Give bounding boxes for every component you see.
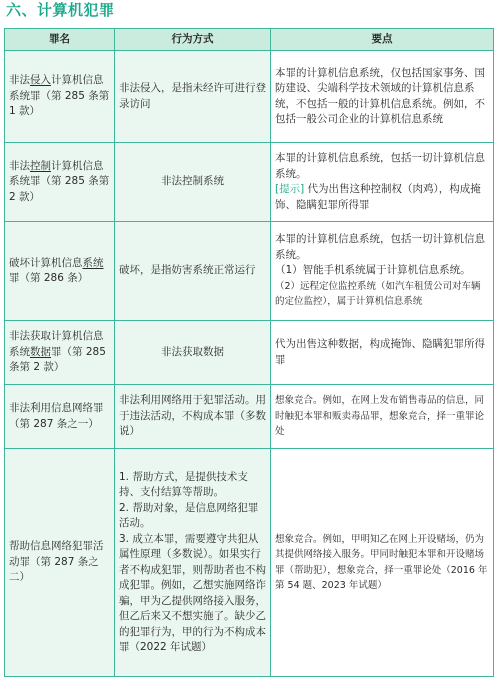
points-text: 本罪的计算机信息系统，包括一切计算机信息系统。: [275, 152, 485, 180]
table-row: [5, 449, 494, 677]
header-crime: 罪名: [5, 29, 115, 51]
crime-name-text: 非法: [9, 74, 30, 87]
crime-points: 本罪的计算机信息系统，仅包括国家事务、国防建设、尖端科学技术领域的计算机信息系统，不包括一般的计算机信息系统。例如，不包括一般公司企业的计算机信息系统: [271, 51, 494, 143]
crime-name: 非法利用信息网络罪（第 287 条之一）: [5, 385, 115, 449]
table-row: [5, 321, 494, 385]
crime-method: 非法控制系统: [115, 143, 271, 222]
crime-name-keyword: 数据: [30, 345, 51, 358]
crime-table: [4, 28, 494, 677]
crime-name-text: 非法获取计算机信息系统: [9, 330, 104, 358]
section-title: 六、计算机犯罪: [6, 1, 115, 19]
crime-method: 非法侵入，是指未经许可进行登录访问: [115, 51, 271, 143]
table-header-row: [5, 29, 494, 51]
crime-name-text: 非法: [9, 159, 30, 172]
crime-points: [271, 143, 494, 222]
points-tip: [275, 182, 489, 213]
crime-name: [5, 321, 115, 385]
crime-method: [115, 449, 271, 677]
method-item: 2. 帮助对象，是信息网络犯罪活动。: [119, 501, 259, 529]
crime-points: 想象竞合。例如，甲明知乙在网上开设赌场，仍为其提供网络接入服务。甲同时触犯本罪和开设赌场罪（帮助犯），想象竞合，择一重罪论处（2016 年第 54 题、2023 年试题）: [271, 449, 494, 677]
method-item: 1. 帮助方式，是提供技术支持、支付结算等帮助。: [119, 470, 248, 498]
points-item: （1）智能手机系统属于计算机信息系统。: [275, 264, 471, 277]
table-row: [5, 385, 494, 449]
crime-name-text: 计算机信息系统罪（第 285 条第 1 款）: [9, 74, 110, 118]
table-row: [5, 222, 494, 321]
tip-label: [提示]: [275, 183, 305, 195]
table-row: [5, 143, 494, 222]
points-text: 本罪的计算机信息系统，包括一切计算机信息系统。: [275, 233, 485, 261]
crime-name-text: 破坏计算机信息: [9, 256, 83, 269]
crime-points: 代为出售这种数据，构成掩饰、隐瞒犯罪所得罪: [271, 321, 494, 385]
crime-name-keyword: 系统: [82, 256, 104, 269]
crime-name: [5, 143, 115, 222]
tip-text: 代为出售这种控制权（肉鸡），构成掩饰、隐瞒犯罪所得罪: [275, 183, 481, 211]
crime-name: 帮助信息网络犯罪活动罪（第 287 条之二）: [5, 449, 115, 677]
crime-points: [271, 222, 494, 321]
header-method: 行为方式: [115, 29, 271, 51]
table-row: [5, 51, 494, 143]
crime-name-text: 罪（第 285 条第 2 款）: [9, 345, 106, 374]
crime-points: 想象竞合。例如，在网上发布销售毒品的信息，同时触犯本罪和贩卖毒品罪，想象竞合，择一重罪论处: [271, 385, 494, 449]
header-points: 要点: [271, 29, 494, 51]
crime-name-keyword: 侵入: [30, 74, 51, 87]
crime-method: 破坏，是指妨害系统正常运行: [115, 222, 271, 321]
crime-method: 非法获取数据: [115, 321, 271, 385]
crime-method: 非法利用网络用于犯罪活动。用于违法活动，不构成本罪（多数说）: [115, 385, 271, 449]
method-item: 3. 成立本罪，需要遵守共犯从属性原理（多数说）。如果实行者不构成犯罪，则帮助者也不构成犯罪。例如，乙想实施网络诈骗，甲为乙提供网络接入服务，但乙后来又不想实施了。缺少乙的犯罪行为，甲的行为不构成本罪（2022 年试题）: [119, 532, 266, 653]
crime-name-keyword: 控制: [30, 159, 51, 172]
crime-name-text: 罪（第 286 条）: [9, 272, 89, 284]
points-item: （2）远程定位监控系统（如汽车租赁公司对车辆的定位监控），属于计算机信息系统: [275, 280, 481, 308]
crime-name-text: 计算机信息系统罪（第 285 条第 2 款）: [9, 159, 110, 203]
crime-name: [5, 222, 115, 321]
crime-name: [5, 51, 115, 143]
